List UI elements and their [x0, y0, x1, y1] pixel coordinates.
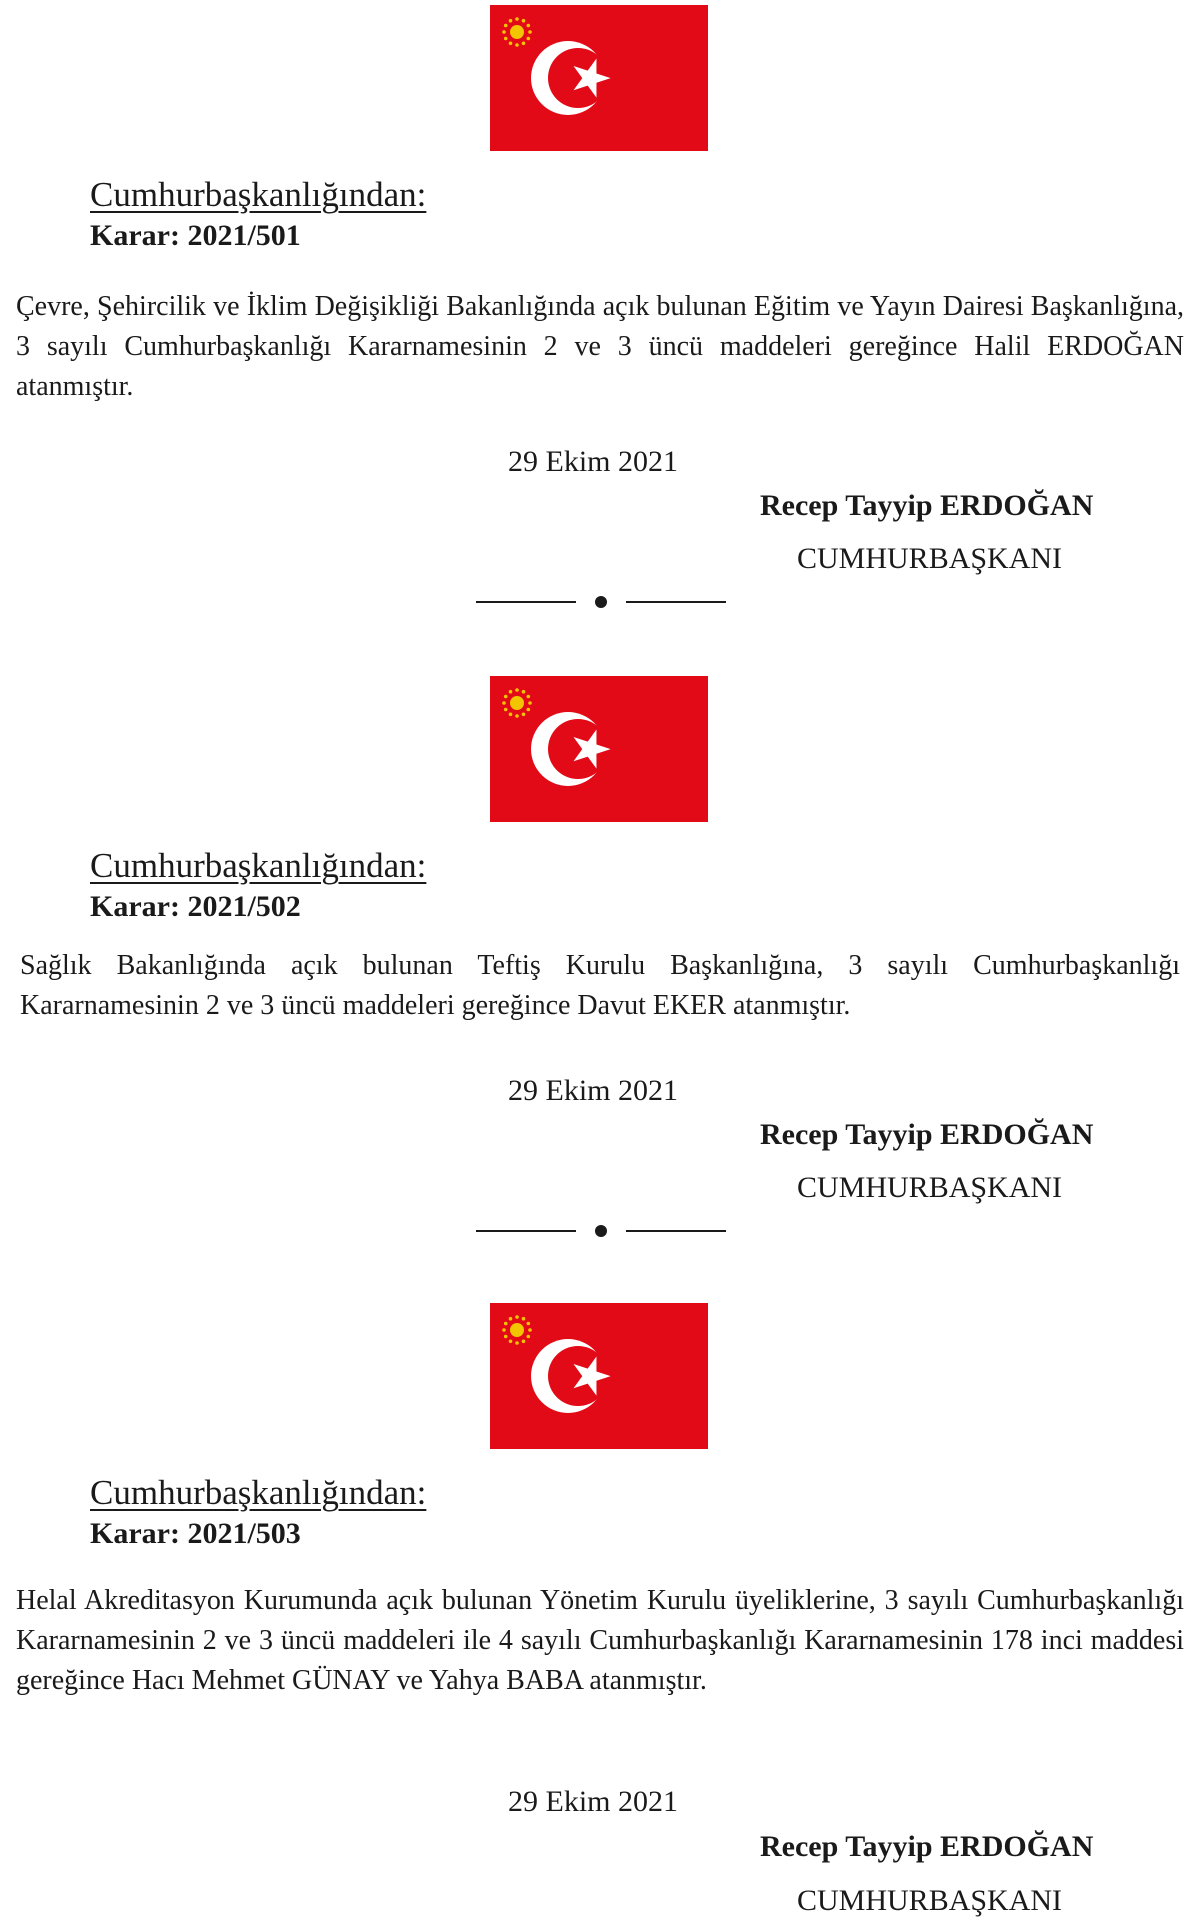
- decree-date: 29 Ekim 2021: [508, 1074, 678, 1107]
- signer-name: Recep Tayyip ERDOĞAN: [760, 489, 1094, 522]
- signer-name: Recep Tayyip ERDOĞAN: [760, 1830, 1094, 1863]
- decree-date: 29 Ekim 2021: [508, 1785, 678, 1818]
- decision-number: Karar: 2021/503: [90, 1517, 301, 1550]
- decision-number: Karar: 2021/501: [90, 219, 301, 252]
- decree-body: Sağlık Bakanlığında açık bulunan Teftiş Kurulu Başkanlığına, 3 sayılı Cumhurbaşkanlığı Kararnamesinin 2 ve 3 üncü maddeleri gereğince Davut EKER atanmıştır.: [20, 950, 1180, 1021]
- signer-title: CUMHURBAŞKANI: [797, 542, 1063, 575]
- decision-number: Karar: 2021/502: [90, 890, 301, 923]
- section-separator: [476, 592, 726, 612]
- signer-title: CUMHURBAŞKANI: [797, 1884, 1063, 1917]
- decree-body: Çevre, Şehircilik ve İklim Değişikliği Bakanlığında açık bulunan Eğitim ve Yayın Dairesi Başkanlığına, 3 sayılı Cumhurbaşkanlığı Kararnamesinin 2 ve 3 üncü maddeleri gereğince Halil ERDOĞAN atanmıştır.: [16, 291, 1184, 402]
- issuer-heading: Cumhurbaşkanlığından:: [90, 1473, 427, 1512]
- signer-title: CUMHURBAŞKANI: [797, 1171, 1063, 1204]
- turkish-flag-icon: [490, 5, 708, 151]
- issuer-heading: Cumhurbaşkanlığından:: [90, 175, 427, 214]
- signer-name: Recep Tayyip ERDOĞAN: [760, 1118, 1094, 1151]
- decree-date: 29 Ekim 2021: [508, 445, 678, 478]
- turkish-flag-icon: [490, 676, 708, 822]
- issuer-heading: Cumhurbaşkanlığından:: [90, 846, 427, 885]
- section-separator: [476, 1221, 726, 1241]
- turkish-flag-icon: [490, 1303, 708, 1449]
- decree-body: Helal Akreditasyon Kurumunda açık bulunan Yönetim Kurulu üyeliklerine, 3 sayılı Cumhurbaşkanlığı Kararnamesinin 2 ve 3 üncü maddeleri ile 4 sayılı Cumhurbaşkanlığı Kararnamesinin 178 inci maddesi gereğince Hacı Mehmet GÜNAY ve Yahya BABA atanmıştır.: [16, 1585, 1184, 1696]
